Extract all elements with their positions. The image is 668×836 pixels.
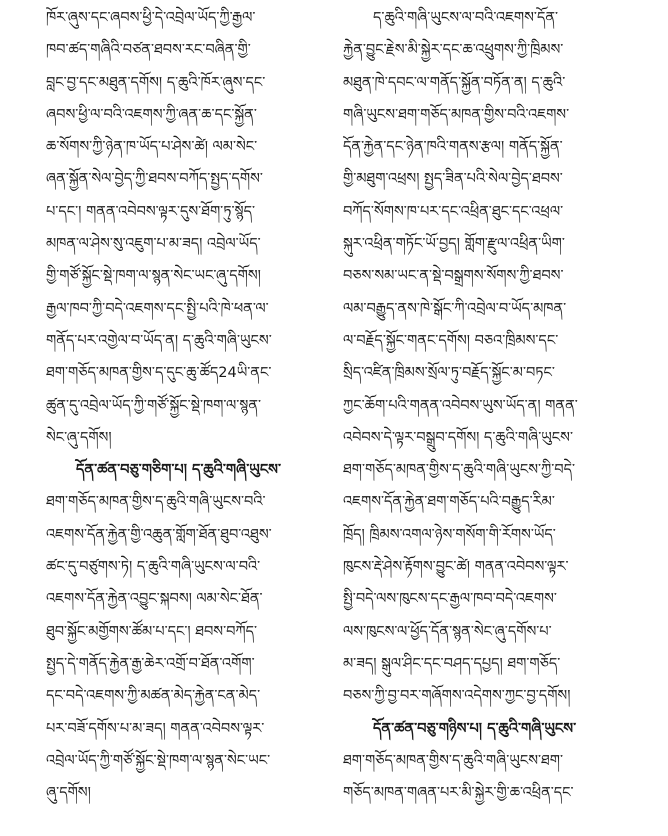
right-column-line: བཅས་སམ་ཡང་ན་སྡེ་བསྒྲགས་སོགས་ཀྱི་ཐབས་	[343, 268, 564, 285]
right-column-line: མཐུན་ཁེ་དབང་ལ་གནོད་སྐྱོན་བཏོན་ན། ད་ཆུའི་	[343, 74, 566, 91]
left-column	[46, 2, 308, 809]
right-column-line: ཀྱང་ཆོག་པའི་གནན་འབེབས་ཡུས་ཡོད་ན། གནན་	[343, 397, 578, 414]
right-column-line: འཇགས་དོན་རྐྱེན་ཐག་གཅོད་པའི་བརྒྱུད་རིམ་	[343, 494, 555, 511]
left-column-line: ཐག་གཅོད་མཁན་གྱིས་ད་ཆུའི་གཞི་ཡུངས་བའི་	[46, 494, 266, 511]
right-column-line: ཁུངས་རྡེ་ཤེས་རྟོགས་བྱུང་ཚེ། གནན་འབེབས་ལྟར་	[343, 559, 569, 576]
right-column-line: འབེབས་དེ་ལྟར་བསྒྲུབ་དགོས། ད་ཆུའི་གཞི་ཡུངས་	[343, 429, 573, 446]
left-column-line: ཁོར་ཞུས་དང་ཞབས་ཕྱི་དེ་འབྲེལ་ཡོད་ཀྱི་རྒྱལ་	[46, 10, 256, 26]
right-column-line: སྲིད་འཛིན་ཁྲིམས་སྲོལ་ཏུ་བརྗོད་སྐྱོང་མ་བཏང་	[343, 365, 555, 382]
left-column-line: པར་བཟོ་དགོས་པ་མ་ཟད། གནན་འབེབས་ལྟར་	[46, 720, 265, 737]
right-column-line: གཅོད་མཁན་གཞན་པར་མི་སྐྱེར་གྱི་ཆ་འཕྲིན་དང་	[343, 785, 574, 802]
left-column-line: ཞུ་དགོས།	[46, 785, 91, 802]
right-column-line: གཞི་ཡུངས་ཐག་གཅོད་མཁན་གྱིས་བའི་འཇགས་	[343, 106, 570, 123]
left-column-line: ཆ་སོགས་ཀྱི་ཉེན་ཁ་ཡོད་པ་ཤེས་ཚེ། ལམ་སེང་	[46, 139, 258, 156]
right-column-line: གྱི་མཐུག་འཕྲས། སྤྱད་ཟིན་པའི་སེལ་བྱེད་ཐབས་	[343, 171, 563, 188]
right-column-line: ལས་ཁུངས་ལ་ཕྱོད་དོན་སྙན་སེང་ཞུ་དགོས་པ་	[343, 623, 552, 640]
left-column-line: པ་དང་། གནན་འབེབས་ལྟར་དུས་ཐོག་ཏུ་སྙོད་	[46, 203, 256, 220]
right-column-line: རྐྱེན་བྱུང་རྗེས་མི་སྐྱེར་དང་ཆ་འཕྲུགས་ཀྱི་ཁྲིམས་	[343, 42, 564, 59]
left-column-line: ཚུན་དུ་འབྲེལ་ཡོད་ཀྱི་གཙོ་སྐྱོང་སྡེ་ཁག་ལ་སྙན་	[46, 397, 262, 414]
right-column-line: དོན་ཚན་བཅུ་གཉིས་པ། ད་ཆུའི་གཞི་ཡུངས་	[373, 720, 577, 737]
left-column-line: ཁབ་ཚད་གཞིའི་བཙན་ཐབས་རང་བཞིན་གྱི་	[46, 42, 251, 59]
left-column-line: བླང་བྱ་དང་མཐུན་དགོས། ད་ཆུའི་ཁོར་ཞུས་དང་	[46, 74, 266, 91]
right-column-line: སྐུར་འཕྲིན་གཏོང་ཡོ་བྱད། གློག་རྫུལ་འཕྲིན་ཡིག་	[343, 236, 565, 253]
left-column-line: འཇགས་དོན་རྐྱེན་འབྱུང་སྐབས། ལམ་སེང་ཐོན་	[46, 591, 263, 608]
left-column-line: མཁན་ལ་ཤེས་སུ་འཇུག་པ་མ་ཟད། འབྲེལ་ཡོད་	[46, 236, 261, 253]
right-column	[343, 2, 607, 809]
left-column-line: སེང་ཞུ་དགོས།	[46, 429, 112, 446]
right-column-line: དོན་རྐྱེན་དང་ཉེན་ཁའི་གནས་རྩལ། གནོད་སྐྱོན་	[343, 139, 563, 156]
right-column-line: ལམ་བརྒྱུད་ནས་ཁེ་སྒོང་ཀི་འབྲེལ་བ་ཡོད་མཁན་	[343, 300, 567, 317]
right-column-line: ཁྲོད། ཁྲིམས་འགལ་ཉེས་གསོག་གི་རོགས་ཡོད་	[343, 526, 556, 543]
right-column-line: ཐག་གཅོད་མཁན་གྱིས་ད་ཆུའི་གཞི་ཡུངས་ཐག་	[343, 752, 564, 769]
right-column-line: ད་ཆུའི་གཞི་ཡུངས་ལ་བའི་འཇགས་དོན་	[373, 10, 559, 26]
right-column-line: བཅས་ཀྱི་བྱ་བར་གཞོགས་འདེགས་ཀྱང་བྱ་དགོས།	[343, 688, 571, 705]
right-column-line: སྤྱི་བདེ་ལས་ཁུངས་དང་རྒྱལ་ཁབ་བདེ་འཇགས་	[343, 591, 557, 608]
left-column-line: འཇགས་དོན་རྐྱེན་གྱི་འཆུན་གློག་ཐོན་ཐུབ་འཐུས་	[46, 526, 272, 543]
left-column-line: ཞན་སྐྱོན་སེལ་བྱེད་ཀྱི་ཐབས་བཀོད་སྤྱད་དགོས་	[46, 171, 263, 188]
left-column-line: ཐུབ་སྐྱོང་མགྱོགས་ཚོམ་པ་དང་། ཐབས་བཀོད་	[46, 623, 258, 640]
left-column-line: སྤྱད་དེ་གནོད་རྐྱེན་རྒྱ་ཆེར་འགྲོ་བ་ཐོན་འགོག་	[46, 655, 255, 672]
left-column-line: དང་བདེ་འཇགས་ཀྱི་མཚན་མེད་རྐྱེན་ངན་མེད་	[46, 688, 261, 705]
right-column-line: མ་ཟད། སྒུལ་ཤིང་དང་བཤད་དཔྱད། ཐག་གཅོད་	[343, 655, 561, 672]
left-column-line: འབྲེལ་ཡོད་ཀྱི་གཙོ་སྐྱོང་སྡེ་ཁག་ལ་སྙན་སེང་ཡང་	[46, 752, 271, 769]
left-column-line: ཐག་གཅོད་མཁན་གྱིས་ད་དུང་ཆུ་ཚོད24ཡི་ནང་	[46, 365, 272, 382]
left-column-line: དོན་ཚན་བཅུ་གཅིག་པ། ད་ཆུའི་གཞི་ཡུངས་	[76, 462, 282, 479]
right-column-line: བཀོད་སོགས་ཁ་པར་དང་འཕྲིན་ཐུང་དང་འཕྲལ་	[343, 203, 564, 220]
right-column-line: ལ་བརྗོད་སྐྱོང་གནང་དགོས། བཅའ་ཁྲིམས་དང་	[343, 332, 559, 349]
left-column-line: གྱི་གཙོ་སྐྱོང་སྡེ་ཁག་ལ་སྙན་སེང་ཡང་ཞུ་དགོས།	[46, 268, 261, 285]
left-column-line: གནོད་པར་འགྱེལ་བ་ཡོད་ན། ད་ཆུའི་གཞི་ཡུངས་	[46, 332, 272, 349]
left-column-line: ཞབས་ཕྱི་ལ་བའི་འཇགས་ཀྱི་ཞན་ཆ་དང་སྐྱོན་	[46, 106, 257, 123]
right-column-line: ཐག་གཅོད་མཁན་གྱིས་ད་ཆུའི་གཞི་ཡུངས་ཀྱི་བདེ་	[343, 462, 576, 479]
left-column-line: རྒྱལ་ཁབ་ཀྱི་བདེ་འཇགས་དང་སྤྱི་པའི་ཁེ་ཕན་ལ་	[46, 300, 269, 317]
left-column-line: ཚང་དུ་བཙུགས་ཏེ། ད་ཆུའི་གཞི་ཡུངས་ལ་བའི་	[46, 559, 261, 576]
